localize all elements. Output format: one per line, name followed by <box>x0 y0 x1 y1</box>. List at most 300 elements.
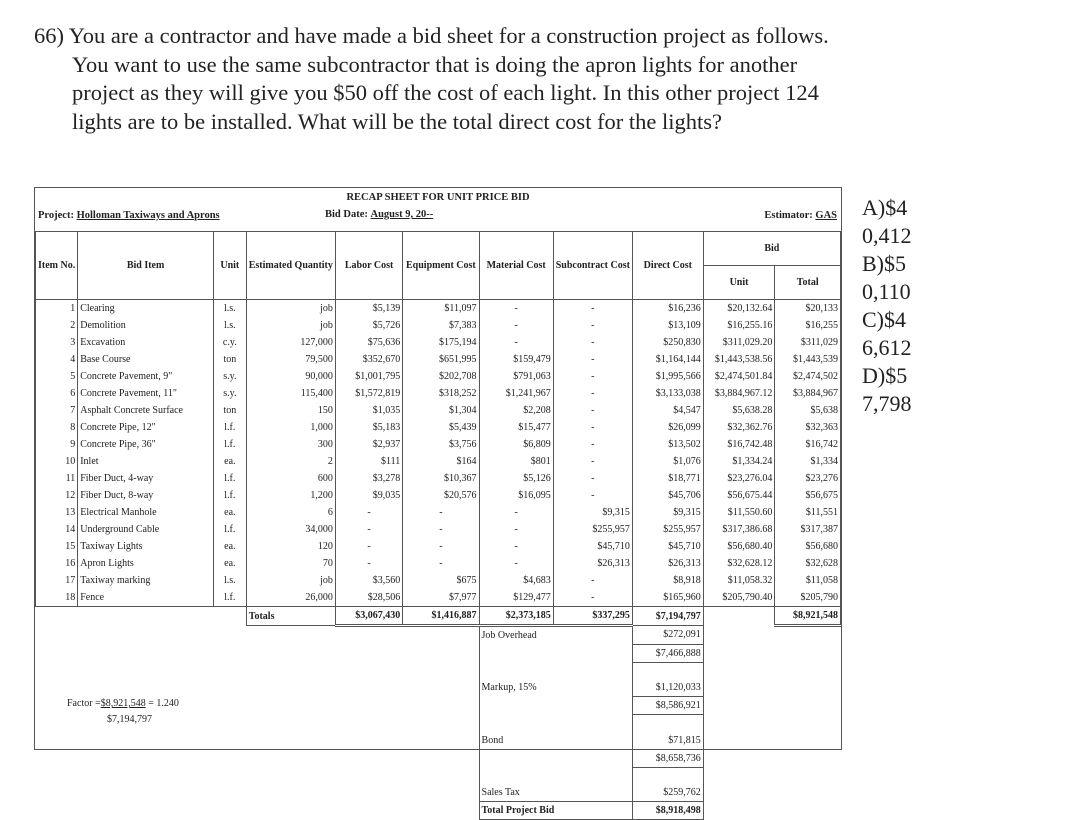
cell-subcontract: - <box>553 453 632 470</box>
project-label: Project: <box>38 210 74 221</box>
cell-bid-unit: $16,742.48 <box>703 436 775 453</box>
cell-item-no: 10 <box>36 453 78 470</box>
summary-value: $7,466,888 <box>632 644 703 662</box>
answer-text: D)$5 <box>862 363 908 388</box>
blank <box>78 767 214 784</box>
summary-value <box>632 767 703 784</box>
cell-subcontract: - <box>553 368 632 385</box>
cell-bid-unit: $1,443,538.56 <box>703 351 775 368</box>
cell-quantity: 26,000 <box>246 589 335 607</box>
cell-subcontract: - <box>553 385 632 402</box>
cell-material: $6,809 <box>479 436 553 453</box>
cell-bid-unit: $205,790.40 <box>703 589 775 607</box>
cell-subcontract: - <box>553 419 632 436</box>
cell-unit: l.f. <box>213 521 246 538</box>
header-labor: Labor Cost <box>335 232 402 300</box>
project-line <box>38 210 220 221</box>
summary-label <box>479 697 632 715</box>
table-row <box>36 487 841 504</box>
blank <box>403 784 479 802</box>
cell-quantity: 34,000 <box>246 521 335 538</box>
cell-material: $159,479 <box>479 351 553 368</box>
blank <box>213 732 246 750</box>
bid-date-label: Bid Date: <box>325 209 368 220</box>
cell-subcontract: - <box>553 487 632 504</box>
cell-direct: $9,315 <box>632 504 703 521</box>
blank <box>36 784 78 802</box>
cell-unit: l.f. <box>213 589 246 607</box>
cell-bid-item: Demolition <box>78 317 214 334</box>
cell-item-no: 5 <box>36 368 78 385</box>
header-direct: Direct Cost <box>632 232 703 300</box>
cell-quantity: 70 <box>246 555 335 572</box>
summary-label <box>479 644 632 662</box>
cell-subcontract: - <box>553 351 632 368</box>
cell-unit: ea. <box>213 453 246 470</box>
blank <box>78 607 214 626</box>
blank <box>213 679 246 697</box>
cell-item-no: 4 <box>36 351 78 368</box>
summary-row <box>36 715 841 732</box>
summary-row <box>36 626 841 645</box>
question-line: project as they will give you $50 off the cost of each light. In this other project 124 <box>72 80 819 105</box>
cell-bid-unit: $56,675.44 <box>703 487 775 504</box>
cell-direct: $4,547 <box>632 402 703 419</box>
cell-labor: $1,572,819 <box>335 385 402 402</box>
blank <box>246 644 335 662</box>
blank <box>36 626 78 645</box>
cell-material: $2,208 <box>479 402 553 419</box>
table-row <box>36 555 841 572</box>
header-bid-total: Total <box>775 266 841 300</box>
cell-material: - <box>479 538 553 555</box>
cell-bid-total: $11,058 <box>775 572 841 589</box>
cell-direct: $13,502 <box>632 436 703 453</box>
cell-material: - <box>479 300 553 318</box>
estimator-label: Estimator: <box>764 210 813 221</box>
cell-material: $16,095 <box>479 487 553 504</box>
table-row <box>36 538 841 555</box>
cell-item-no: 14 <box>36 521 78 538</box>
cell-bid-total: $20,133 <box>775 300 841 318</box>
cell-direct: $255,957 <box>632 521 703 538</box>
question-line: 66) You are a contractor and have made a bid sheet for a construction project as follows. <box>34 23 829 48</box>
cell-bid-total: $16,255 <box>775 317 841 334</box>
cell-bid-item: Fiber Duct, 4-way <box>78 470 214 487</box>
summary-row <box>36 749 841 767</box>
cell-labor: $2,937 <box>335 436 402 453</box>
header-bid: Bid <box>703 232 840 266</box>
total-direct: $7,194,797 <box>632 607 703 626</box>
cell-quantity: job <box>246 300 335 318</box>
factor-label: Factor = <box>67 698 101 709</box>
table-row <box>36 419 841 436</box>
cell-equipment: $5,439 <box>403 419 479 436</box>
cell-material: - <box>479 504 553 521</box>
cell-material: - <box>479 317 553 334</box>
cell-unit: ea. <box>213 504 246 521</box>
bid-date: August 9, 20-- <box>370 209 434 220</box>
table-row <box>36 368 841 385</box>
cell-unit: c.y. <box>213 334 246 351</box>
summary-label <box>479 662 632 679</box>
cell-bid-total: $32,363 <box>775 419 841 436</box>
cell-equipment: $1,304 <box>403 402 479 419</box>
table-row <box>36 504 841 521</box>
cell-bid-unit: $311,029.20 <box>703 334 775 351</box>
answer-text: 0,412 <box>862 223 912 248</box>
answer-c[interactable] <box>862 306 912 362</box>
cell-labor: $1,001,795 <box>335 368 402 385</box>
cell-equipment: $175,194 <box>403 334 479 351</box>
cell-material: $129,477 <box>479 589 553 607</box>
summary-label: Bond <box>479 732 632 750</box>
blank <box>246 679 335 697</box>
cell-bid-unit: $11,058.32 <box>703 572 775 589</box>
cell-labor: - <box>335 538 402 555</box>
cell-equipment: $651,995 <box>403 351 479 368</box>
cell-item-no: 12 <box>36 487 78 504</box>
cell-bid-total: $205,790 <box>775 589 841 607</box>
cell-labor: $5,139 <box>335 300 402 318</box>
summary-label <box>479 749 632 767</box>
cell-bid-item: Asphalt Concrete Surface <box>78 402 214 419</box>
blank <box>403 662 479 679</box>
cell-equipment: - <box>403 538 479 555</box>
blank <box>36 644 78 662</box>
bid-table <box>35 231 841 820</box>
bid-table-body <box>36 300 841 820</box>
cell-unit: s.y. <box>213 385 246 402</box>
table-row <box>36 351 841 368</box>
blank <box>246 715 335 732</box>
answer-d[interactable] <box>862 362 912 418</box>
blank <box>36 749 78 767</box>
total-bid: $8,921,548 <box>775 607 841 626</box>
cell-labor: - <box>335 555 402 572</box>
cell-direct: $45,710 <box>632 538 703 555</box>
cell-bid-item: Fence <box>78 589 214 607</box>
cell-quantity: 115,400 <box>246 385 335 402</box>
cell-equipment: $164 <box>403 453 479 470</box>
cell-bid-total: $1,334 <box>775 453 841 470</box>
cell-bid-item: Inlet <box>78 453 214 470</box>
cell-subcontract: $26,313 <box>553 555 632 572</box>
estimator-name: GAS <box>815 210 837 221</box>
project-name: Holloman Taxiways and Aprons <box>76 210 220 221</box>
table-row <box>36 317 841 334</box>
cell-item-no: 16 <box>36 555 78 572</box>
header-equipment: Equipment Cost <box>403 232 479 300</box>
sheet-title: RECAP SHEET FOR UNIT PRICE BID <box>346 192 530 203</box>
cell-subcontract: - <box>553 572 632 589</box>
cell-equipment: $202,708 <box>403 368 479 385</box>
cell-equipment: $10,367 <box>403 470 479 487</box>
answer-a[interactable] <box>862 194 912 250</box>
cell-bid-total: $11,551 <box>775 504 841 521</box>
factor-denominator: $7,194,797 <box>107 714 152 725</box>
cell-item-no: 9 <box>36 436 78 453</box>
cell-bid-item: Clearing <box>78 300 214 318</box>
blank <box>403 626 479 645</box>
cell-quantity: job <box>246 572 335 589</box>
cell-direct: $45,706 <box>632 487 703 504</box>
question-line: You want to use the same subcontractor that is doing the apron lights for another <box>72 51 798 77</box>
cell-subcontract: - <box>553 589 632 607</box>
cell-labor: $28,506 <box>335 589 402 607</box>
factor-result: = 1.240 <box>148 698 179 709</box>
table-row <box>36 453 841 470</box>
cell-quantity: 6 <box>246 504 335 521</box>
summary-row <box>36 802 841 820</box>
cell-quantity: 600 <box>246 470 335 487</box>
cell-quantity: 120 <box>246 538 335 555</box>
cell-direct: $8,918 <box>632 572 703 589</box>
answer-text: C)$4 <box>862 307 906 332</box>
blank <box>246 662 335 679</box>
cell-equipment: - <box>403 521 479 538</box>
cell-bid-item: Underground Cable <box>78 521 214 538</box>
cell-quantity: 127,000 <box>246 334 335 351</box>
blank <box>78 749 214 767</box>
cell-equipment: - <box>403 555 479 572</box>
cell-item-no: 6 <box>36 385 78 402</box>
summary-row <box>36 767 841 784</box>
answer-text: 7,798 <box>862 391 912 416</box>
summary-row <box>36 644 841 662</box>
cell-bid-unit: $32,628.12 <box>703 555 775 572</box>
cell-bid-total: $2,474,502 <box>775 368 841 385</box>
cell-equipment: $3,756 <box>403 436 479 453</box>
cell-bid-total: $32,628 <box>775 555 841 572</box>
summary-value: $8,918,498 <box>632 802 703 820</box>
blank <box>246 767 335 784</box>
table-row <box>36 402 841 419</box>
summary-label <box>479 715 632 732</box>
cell-subcontract: $9,315 <box>553 504 632 521</box>
cell-bid-unit: $20,132.64 <box>703 300 775 318</box>
blank <box>213 644 246 662</box>
cell-item-no: 3 <box>36 334 78 351</box>
blank <box>335 697 402 715</box>
cell-bid-unit: $56,680.40 <box>703 538 775 555</box>
cell-equipment: $20,576 <box>403 487 479 504</box>
cell-subcontract: - <box>553 436 632 453</box>
cell-quantity: 79,500 <box>246 351 335 368</box>
blank <box>335 626 402 645</box>
cell-bid-item: Concrete Pavement, 9" <box>78 368 214 385</box>
cell-material: $791,063 <box>479 368 553 385</box>
summary-label <box>479 767 632 784</box>
cell-equipment: $7,977 <box>403 589 479 607</box>
answer-text: A)$4 <box>862 195 908 220</box>
summary-value: $272,091 <box>632 626 703 645</box>
blank <box>403 802 479 820</box>
cell-labor: $352,670 <box>335 351 402 368</box>
table-row <box>36 589 841 607</box>
summary-label: Sales Tax <box>479 784 632 802</box>
cell-direct: $1,164,144 <box>632 351 703 368</box>
cell-material: $5,126 <box>479 470 553 487</box>
blank <box>403 715 479 732</box>
blank <box>78 732 214 750</box>
totals-label: Totals <box>246 607 335 626</box>
cell-unit: l.f. <box>213 487 246 504</box>
cell-bid-item: Taxiway Lights <box>78 538 214 555</box>
cell-direct: $13,109 <box>632 317 703 334</box>
cell-direct: $3,133,038 <box>632 385 703 402</box>
cell-direct: $1,995,566 <box>632 368 703 385</box>
blank <box>335 662 402 679</box>
blank <box>213 784 246 802</box>
cell-quantity: 90,000 <box>246 368 335 385</box>
cell-item-no: 7 <box>36 402 78 419</box>
answer-text: 6,612 <box>862 335 912 360</box>
total-subcontract: $337,295 <box>553 607 632 626</box>
blank <box>246 784 335 802</box>
blank <box>403 732 479 750</box>
cell-quantity: 150 <box>246 402 335 419</box>
cell-unit: l.s. <box>213 300 246 318</box>
summary-value <box>632 662 703 679</box>
header-item-no: Item No. <box>36 232 78 300</box>
cell-bid-total: $56,675 <box>775 487 841 504</box>
cell-equipment: $7,383 <box>403 317 479 334</box>
cell-equipment: - <box>403 504 479 521</box>
cell-bid-unit: $5,638.28 <box>703 402 775 419</box>
cell-labor: $111 <box>335 453 402 470</box>
header-unit: Unit <box>213 232 246 300</box>
summary-label: Markup, 15% <box>479 679 632 697</box>
cell-quantity: 1,000 <box>246 419 335 436</box>
cell-direct: $16,236 <box>632 300 703 318</box>
cell-item-no: 2 <box>36 317 78 334</box>
blank <box>78 802 214 820</box>
table-row <box>36 521 841 538</box>
cell-bid-unit: $11,550.60 <box>703 504 775 521</box>
blank <box>36 662 78 679</box>
blank <box>36 767 78 784</box>
factor-numerator: $8,921,548 <box>100 698 146 709</box>
cell-quantity: 1,200 <box>246 487 335 504</box>
blank <box>78 784 214 802</box>
total-equipment: $1,416,887 <box>403 607 479 626</box>
cell-unit: l.s. <box>213 317 246 334</box>
cell-labor: - <box>335 521 402 538</box>
cell-material: - <box>479 334 553 351</box>
blank <box>36 607 78 626</box>
blank <box>335 679 402 697</box>
summary-label: Job Overhead <box>479 626 632 645</box>
blank <box>335 767 402 784</box>
cell-bid-item: Concrete Pavement, 11" <box>78 385 214 402</box>
question-line: lights are to be installed. What will be the total direct cost for the lights? <box>72 108 723 134</box>
blank <box>78 626 214 645</box>
blank <box>36 679 78 697</box>
cell-material: - <box>479 555 553 572</box>
blank <box>78 644 214 662</box>
blank <box>403 679 479 697</box>
cell-equipment: $675 <box>403 572 479 589</box>
cell-item-no: 18 <box>36 589 78 607</box>
cell-item-no: 13 <box>36 504 78 521</box>
blank <box>213 715 246 732</box>
answer-b[interactable] <box>862 250 912 306</box>
factor-line <box>67 698 179 709</box>
blank <box>78 679 214 697</box>
cell-subcontract: - <box>553 317 632 334</box>
cell-unit: ea. <box>213 538 246 555</box>
cell-bid-total: $1,443,539 <box>775 351 841 368</box>
header-bid-unit: Unit <box>703 266 775 300</box>
cell-bid-total: $56,680 <box>775 538 841 555</box>
cell-subcontract: - <box>553 402 632 419</box>
blank <box>246 697 335 715</box>
cell-bid-unit: $3,884,967.12 <box>703 385 775 402</box>
summary-row <box>36 679 841 697</box>
cell-unit: s.y. <box>213 368 246 385</box>
answer-text: 0,110 <box>862 279 911 304</box>
answer-choices <box>862 194 912 418</box>
table-row <box>36 334 841 351</box>
cell-material: $801 <box>479 453 553 470</box>
cell-labor: $5,726 <box>335 317 402 334</box>
cell-bid-unit: $317,386.68 <box>703 521 775 538</box>
cell-direct: $18,771 <box>632 470 703 487</box>
cell-labor: $75,636 <box>335 334 402 351</box>
cell-unit: l.f. <box>213 436 246 453</box>
cell-bid-total: $317,387 <box>775 521 841 538</box>
blank <box>36 715 78 732</box>
header-bid-item: Bid Item <box>78 232 214 300</box>
totals-row <box>36 607 841 626</box>
blank <box>246 732 335 750</box>
cell-bid-item: Electrical Manhole <box>78 504 214 521</box>
cell-unit: l.s. <box>213 572 246 589</box>
cell-labor: $1,035 <box>335 402 402 419</box>
summary-value: $71,815 <box>632 732 703 750</box>
blank <box>213 607 246 626</box>
blank <box>335 715 402 732</box>
blank <box>403 767 479 784</box>
cell-direct: $1,076 <box>632 453 703 470</box>
cell-direct: $165,960 <box>632 589 703 607</box>
cell-unit: l.f. <box>213 470 246 487</box>
cell-equipment: $318,252 <box>403 385 479 402</box>
cell-bid-total: $5,638 <box>775 402 841 419</box>
cell-direct: $26,313 <box>632 555 703 572</box>
summary-label: Total Project Bid <box>479 802 632 820</box>
cell-bid-unit: $32,362.76 <box>703 419 775 436</box>
cell-unit: ton <box>213 351 246 368</box>
cell-unit: ton <box>213 402 246 419</box>
total-material: $2,373,185 <box>479 607 553 626</box>
blank <box>213 802 246 820</box>
blank <box>36 732 78 750</box>
blank <box>335 749 402 767</box>
summary-value: $1,120,033 <box>632 679 703 697</box>
summary-value: $8,658,736 <box>632 749 703 767</box>
blank <box>246 626 335 645</box>
blank <box>335 802 402 820</box>
cell-bid-total: $16,742 <box>775 436 841 453</box>
header-quantity: Estimated Quantity <box>246 232 335 300</box>
table-row <box>36 385 841 402</box>
estimator-line <box>764 210 837 221</box>
blank <box>213 767 246 784</box>
cell-subcontract: $45,710 <box>553 538 632 555</box>
cell-labor: $5,183 <box>335 419 402 436</box>
